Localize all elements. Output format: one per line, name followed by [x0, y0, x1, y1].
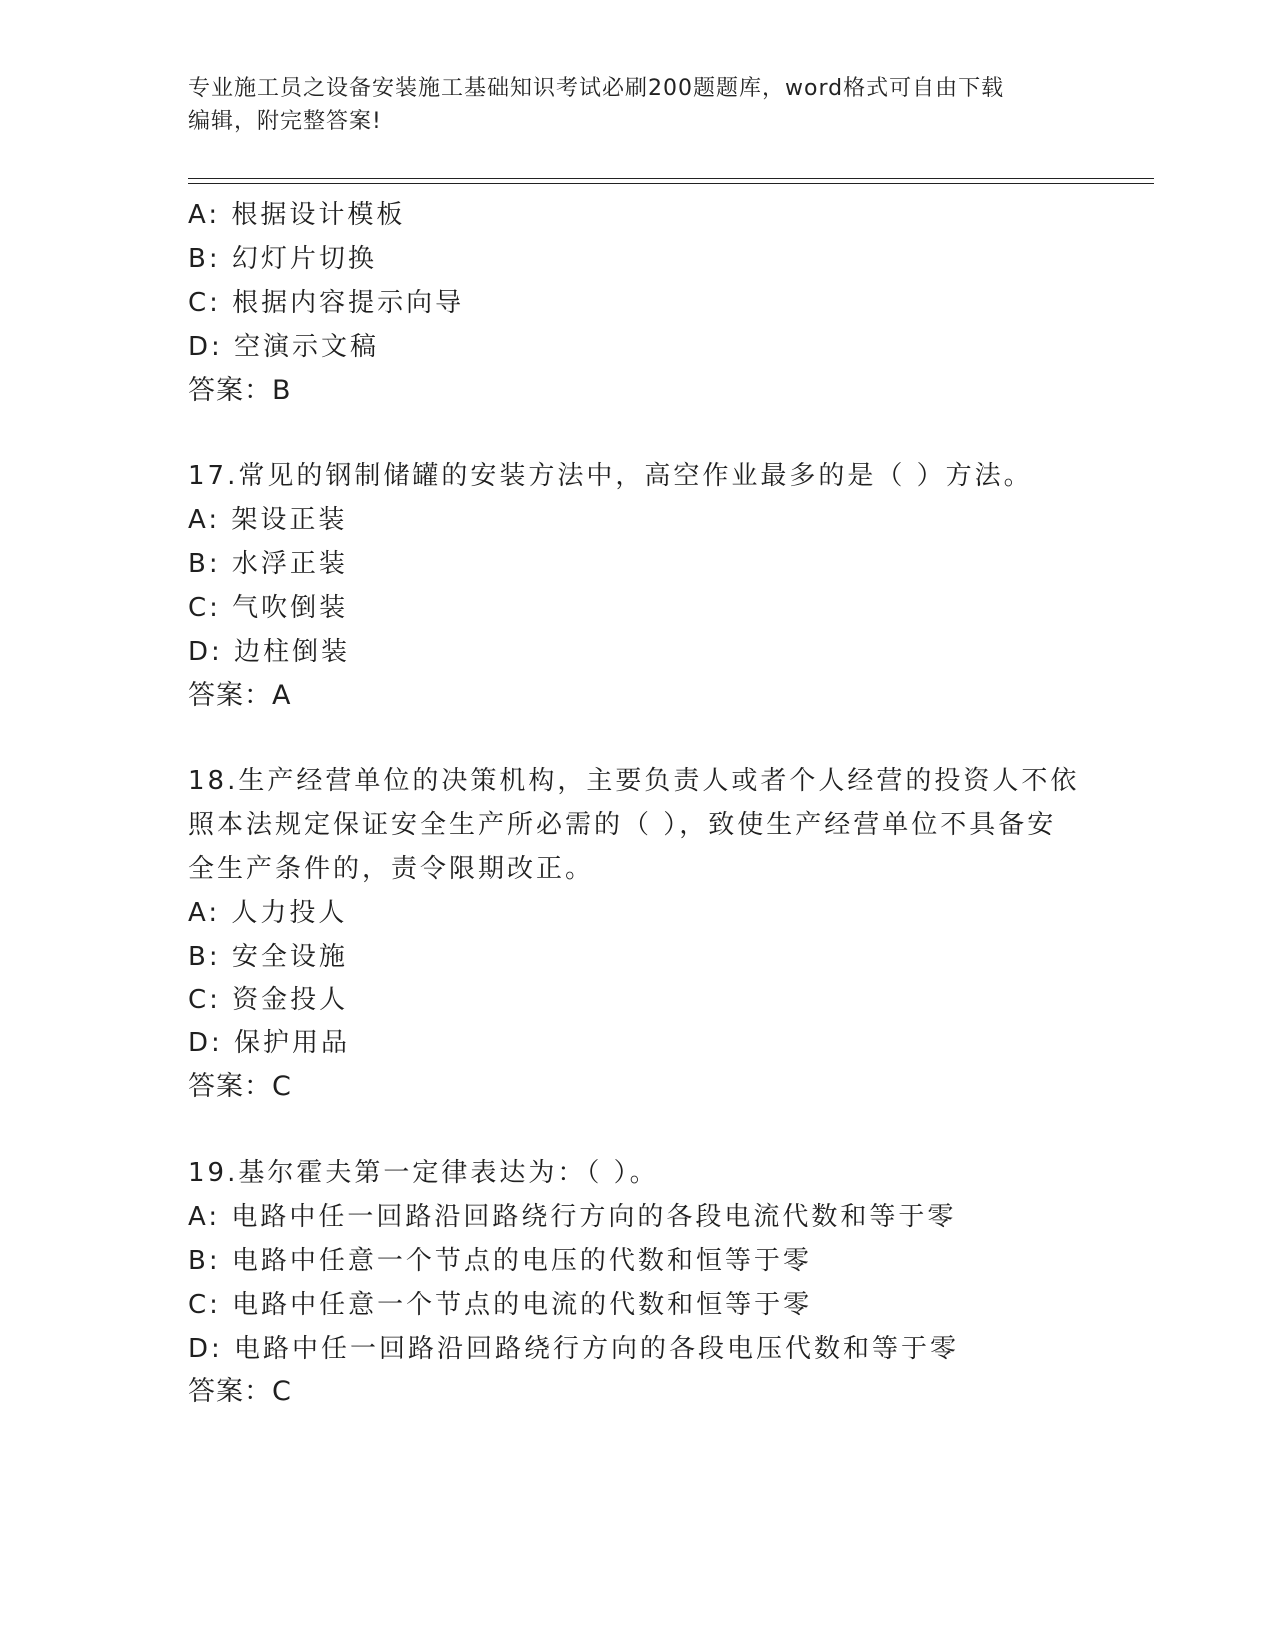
question-stem-continued: 照本法规定保证安全生产所必需的（ ），致使生产经营单位不具备安: [188, 810, 1057, 840]
answer-line: 答案：B: [188, 375, 292, 406]
option-b: B: 安全设施: [188, 942, 348, 972]
option-a: A: 根据设计模板: [188, 200, 406, 230]
option-b: B: 幻灯片切换: [188, 244, 377, 274]
header-line-2: 编辑，附完整答案!: [188, 109, 382, 134]
option-d: D: 电路中任一回路沿回路绕行方向的各段电压代数和等于零: [188, 1334, 960, 1364]
question-stem: 18.生产经营单位的决策机构，主要负责人或者个人经营的投资人不依: [188, 766, 1080, 796]
option-c: C: 资金投人: [188, 985, 349, 1015]
header-divider-bottom: [188, 183, 1154, 184]
answer-line: 答案：A: [188, 680, 292, 711]
header-divider-top: [188, 178, 1154, 179]
question-stem: 19.基尔霍夫第一定律表达为：（ ）。: [188, 1158, 659, 1188]
option-c: C: 根据内容提示向导: [188, 288, 465, 318]
option-d: D: 边柱倒装: [188, 637, 351, 667]
option-d: D: 空演示文稿: [188, 332, 380, 362]
option-b: B: 电路中任意一个节点的电压的代数和恒等于零: [188, 1246, 812, 1276]
option-d: D: 保护用品: [188, 1028, 351, 1058]
option-a: A: 电路中任一回路沿回路绕行方向的各段电流代数和等于零: [188, 1202, 957, 1232]
answer-line: 答案：C: [188, 1071, 292, 1102]
option-c: C: 气吹倒装: [188, 593, 349, 623]
option-a: A: 架设正装: [188, 505, 348, 535]
option-c: C: 电路中任意一个节点的电流的代数和恒等于零: [188, 1290, 813, 1320]
question-stem: 17.常见的钢制储罐的安装方法中，高空作业最多的是（ ）方法。: [188, 461, 1033, 491]
option-b: B: 水浮正装: [188, 549, 348, 579]
question-stem-continued: 全生产条件的，责令限期改正。: [188, 854, 595, 884]
header-line-1: 专业施工员之设备安装施工基础知识考试必刷200题题库，word格式可自由下载: [188, 76, 1005, 101]
option-a: A: 人力投人: [188, 898, 348, 928]
answer-line: 答案：C: [188, 1376, 292, 1407]
document-header: [188, 72, 1078, 138]
